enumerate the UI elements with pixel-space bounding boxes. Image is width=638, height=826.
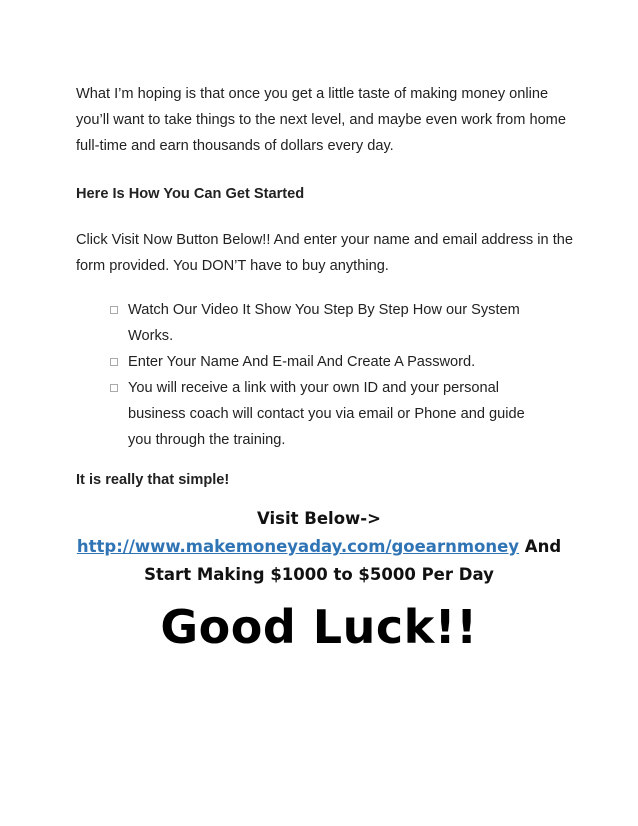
checkbox-bullet-icon (110, 358, 118, 366)
steps-list (108, 297, 548, 453)
list-item-text: Watch Our Video It Show You Step By Step How our System Works. (128, 302, 520, 344)
list-item (108, 375, 548, 453)
visit-link-line (60, 533, 578, 561)
good-luck-heading: Good Luck!! (160, 600, 478, 654)
checkbox-bullet-icon (110, 306, 118, 314)
visit-link[interactable]: http://www.makemoneyaday.com/goearnmoney (76, 537, 520, 556)
visit-and-text: And (519, 537, 562, 556)
list-item (108, 349, 548, 375)
instructions-paragraph: Click Visit Now Button Below!! And enter your name and email address in the form provided. You DON’T have to buy anything. (76, 232, 573, 274)
list-item (108, 297, 548, 349)
closing-line: It is really that simple! (76, 472, 230, 488)
list-item-text: You will receive a link with your own ID and your personal business coach will contact you via email or Phone and guide you through the training. (128, 380, 525, 448)
start-making-line: Start Making $1000 to $5000 Per Day (144, 565, 494, 584)
list-item-text: Enter Your Name And E-mail And Create A Password. (128, 354, 476, 370)
visit-label: Visit Below-> (257, 509, 381, 528)
checkbox-bullet-icon (110, 384, 118, 392)
section-heading: Here Is How You Can Get Started (76, 186, 305, 202)
intro-paragraph: What I’m hoping is that once you get a little taste of making money online you’ll want to take things to the next level, and maybe even work from home full-time and earn thousands of dollars every day. (76, 86, 566, 154)
visit-block (60, 505, 578, 589)
